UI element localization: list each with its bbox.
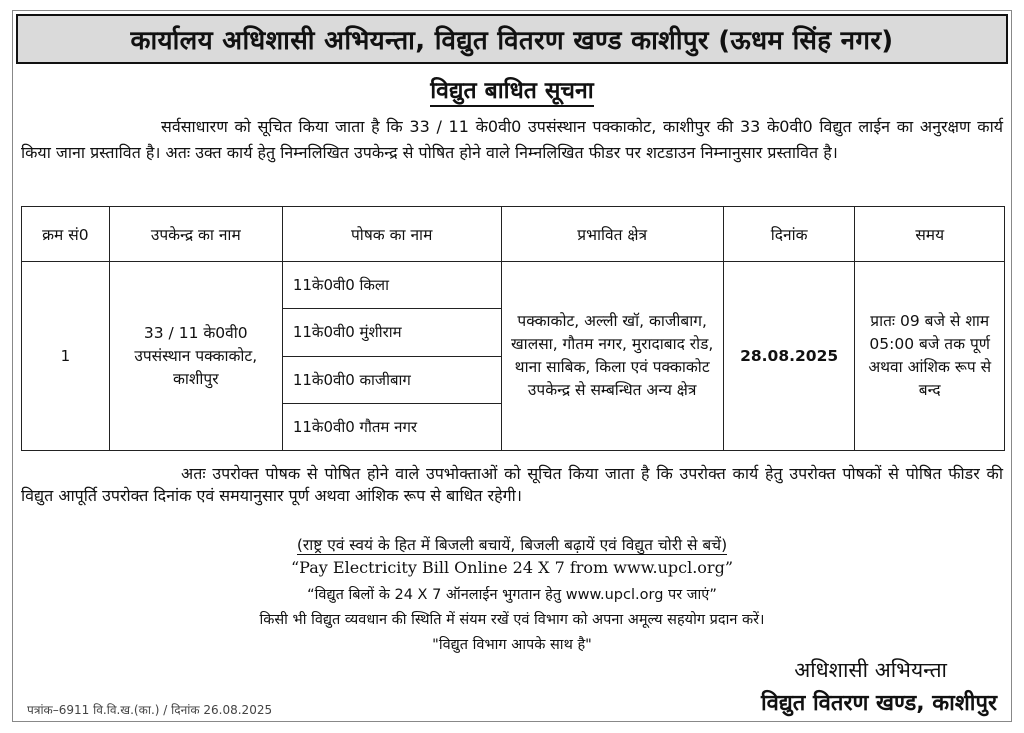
intro-paragraph: सर्वसाधारण को सूचित किया जाता है कि 33 / 11 के0वी0 उपसंस्थान पक्काकोट, काशीपुर की 33 के0वी0 विद्युत लाईन का अनुरक्षण कार्य किया जाना प्रस्तावित है। अतः उक्त कार्य हेतु निम्नलिखित उपकेन्द्र से पोषित होने वाले निम्नलिखित फीडर पर शटडाउन निम्नानुसार प्रस्तावित है। — [21, 117, 1003, 162]
header-sno: क्रम सं0 — [22, 207, 110, 262]
cell-substation — [109, 262, 282, 451]
header-substation: उपकेन्द्र का नाम — [109, 207, 282, 262]
feeder-item: 11के0वी0 गौतम नगर — [292, 417, 418, 436]
shutdown-date: 28.08.2025 — [740, 347, 839, 365]
closing-paragraph: अतः उपरोक्त पोषक से पोषित होने वाले उपभोक्ताओं को सूचित किया जाता है कि उपरोक्त कार्य हेतु उपरोक्त पोषकों से पोषित फीडर की विद्युत आपूर्ति उपरोक्त दिनांक एवं समयानुसार पूर्ण अथवा आंशिक रूप से बाधित रहेगी। — [21, 464, 1003, 505]
table-header-row — [22, 207, 1005, 262]
header-date: दिनांक — [723, 207, 855, 262]
office-header — [16, 14, 1008, 64]
patience-line: किसी भी विद्युत व्यवधान की स्थिति में संयम रखें एवं विभाग को अपना अमूल्य सहयोग प्रदान करें। — [259, 612, 765, 628]
header-area: प्रभावित क्षेत्र — [501, 207, 723, 262]
slogan-line: (राष्ट्र एवं स्वयं के हित में बिजली बचायें, बिजली बढ़ायें एवं विद्युत चोरी से बचें) — [296, 536, 728, 554]
cell-date — [723, 262, 855, 451]
pay-online-line: “Pay Electricity Bill Online 24 X 7 from www.upcl.org” — [291, 558, 733, 577]
shutdown-schedule-table — [21, 206, 1005, 451]
feeder-item: 11के0वी0 मुंशीराम — [283, 309, 501, 356]
table-row — [22, 262, 1005, 451]
signer-office: विद्युत वितरण खण्ड, काशीपुर — [760, 691, 997, 716]
office-title: कार्यालय अधिशासी अभियन्ता, विद्युत वितरण खण्ड काशीपुर (ऊधम सिंह नगर) — [130, 26, 894, 56]
header-time: समय — [855, 207, 1005, 262]
signer-title: अधिशासी अभियन्ता — [794, 658, 947, 682]
shutdown-time: प्रातः 09 बजे से शाम 05:00 बजे तक पूर्ण अथवा आंशिक रूप से बन्द — [868, 312, 992, 399]
with-you-line: "विद्युत विभाग आपके साथ है" — [432, 637, 592, 653]
header-feeder: पोषक का नाम — [282, 207, 501, 262]
cell-area — [501, 262, 723, 451]
letter-reference: पत्रांक–6911 वि.वि.ख.(का.) / दिनांक 26.08.2025 — [27, 703, 273, 717]
substation-name: 33 / 11 के0वी0 उपसंस्थान पक्काकोट, काशीपुर — [134, 323, 258, 388]
cell-feeders — [282, 262, 501, 451]
cell-time — [855, 262, 1005, 451]
affected-area: पक्काकोट, अल्ली खॉ, काजीबाग, खालसा, गौतम नगर, मुरादाबाद रोड, थाना साबिक, किला एवं पक्काकोट उपकेन्द्र से सम्बन्धित अन्य क्षेत्र — [511, 312, 714, 399]
notice-document — [12, 10, 1012, 722]
feeder-item: 11के0वी0 काजीबाग — [283, 357, 501, 404]
feeder-item: 11के0वी0 किला — [283, 262, 501, 309]
cell-sno: 1 — [22, 262, 110, 451]
pay-online-hindi-line: “विद्युत बिलों के 24 X 7 ऑनलाईन भुगतान हेतु www.upcl.org पर जाएं” — [307, 587, 717, 603]
notice-title: विद्युत बाधित सूचना — [13, 73, 1011, 105]
